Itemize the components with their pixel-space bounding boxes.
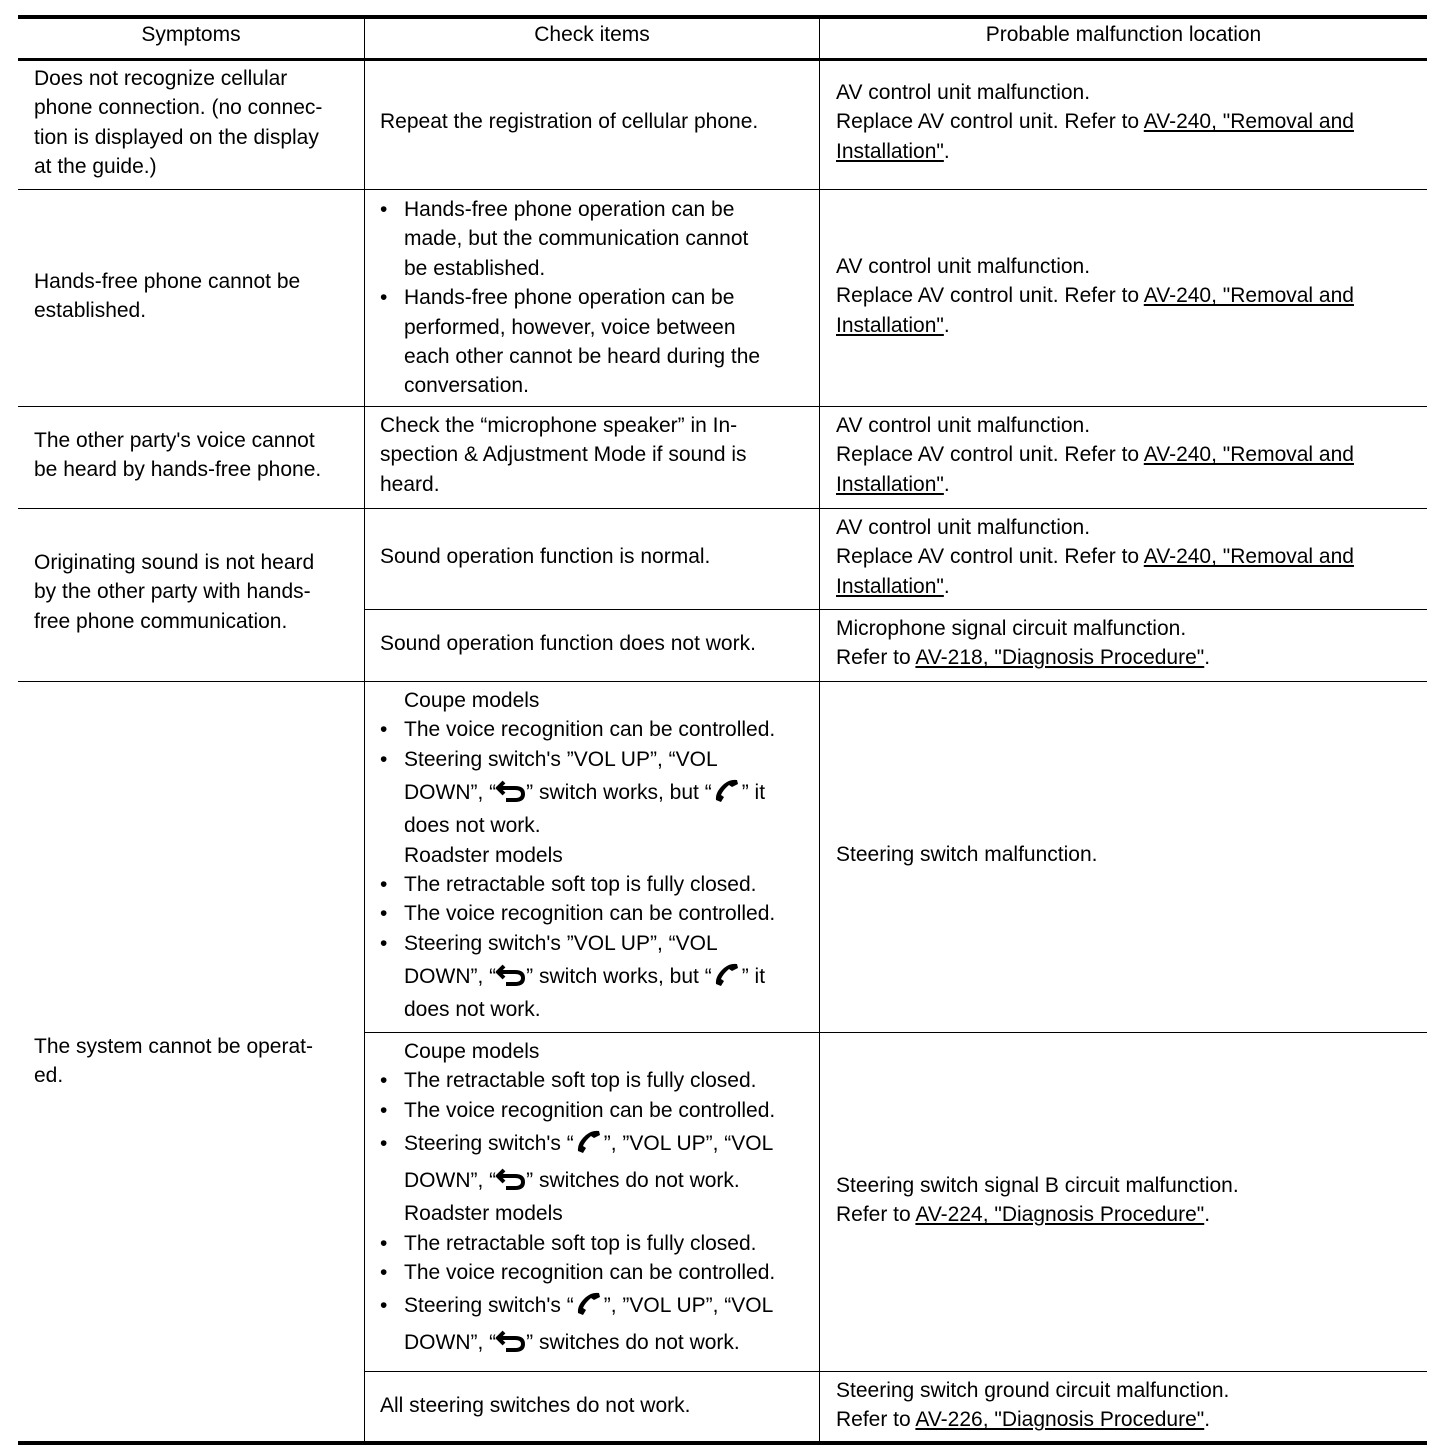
header-check-items: Check items	[534, 23, 650, 46]
row2-check: • Hands-free phone operation can be made, but the communication cannot be established. • Hands-free phone operation can be performed, however, voice between each other cannot be heard during the conversation.	[380, 195, 820, 401]
row2-symptom: Hands-free phone cannot be established.	[34, 270, 301, 323]
reference-link[interactable]: AV-218, "Diagnosis Procedure"	[915, 646, 1205, 670]
reference-link[interactable]: Installation"	[836, 574, 944, 598]
row4b-location: Microphone signal circuit malfunction. Refer to AV-218, "Diagnosis Procedure".	[836, 617, 1211, 670]
row5-symptom: The system cannot be operat- ed.	[34, 1035, 313, 1088]
row5b-location: Steering switch signal B circuit malfunction. Refer to AV-224, "Diagnosis Procedure".	[836, 1174, 1239, 1227]
row3-location: AV control unit malfunction. Replace AV control unit. Refer to AV-240, "Removal and Installation".	[836, 414, 1354, 496]
row5a-check: Coupe models • The voice recognition can be controlled. • Steering switch's ”VOL UP”, “VOL DOWN”, “ ” switch works, but “ ” it does not work. Roadster models • The retractable soft top is fully closed. • The voice recognition can be controlled. • Steering switch's ”VOL UP”, “VOL DOWN”, “ ” switch works, but “ ” it does not work.	[380, 686, 820, 1025]
column-divider	[364, 17, 365, 1443]
row5b-check: Coupe models • The retractable soft top is fully closed. • The voice recognition can be controlled. • Steering switch's “ ”, ”VOL UP”, “VOL DOWN”, “ ” switches do not work. Roadster models • The retractable soft top is fully closed. • The voice recognition can be controlled. • Steering switch's “ ”, ”VOL UP”, “VOL DOWN”, “ ” switches do not work.	[380, 1037, 820, 1361]
reference-link[interactable]: Installation"	[836, 472, 944, 496]
reference-link[interactable]: AV-224, "Diagnosis Procedure"	[915, 1203, 1205, 1227]
reference-link[interactable]: AV-226, "Diagnosis Procedure"	[915, 1408, 1205, 1432]
header-location: Probable malfunction location	[985, 23, 1262, 46]
row5a-location: Steering switch malfunction.	[836, 843, 1098, 866]
row1-location: AV control unit malfunction. Replace AV control unit. Refer to AV-240, "Removal and Installation".	[836, 81, 1354, 163]
row-divider	[18, 508, 1427, 509]
row4a-location: AV control unit malfunction. Replace AV control unit. Refer to AV-240, "Removal and Installation".	[836, 516, 1354, 598]
return-arrow-icon	[496, 962, 526, 988]
phone-handset-icon	[574, 1291, 604, 1317]
row4b-check: Sound operation function does not work.	[380, 632, 756, 655]
reference-link[interactable]: Installation"	[836, 313, 944, 337]
table-bottom-rule	[18, 1441, 1427, 1445]
row3-check: Check the “microphone speaker” in In- spection & Adjustment Mode if sound is heard.	[380, 414, 747, 496]
header-rule	[18, 58, 1427, 61]
header-symptoms: Symptoms	[141, 23, 241, 46]
reference-link[interactable]: AV-240, "Removal and	[1143, 545, 1354, 569]
phone-handset-icon	[574, 1129, 604, 1155]
reference-link[interactable]: AV-240, "Removal and	[1143, 443, 1354, 467]
subrow-divider	[364, 1371, 1427, 1372]
row5c-location: Steering switch ground circuit malfunction. Refer to AV-226, "Diagnosis Procedure".	[836, 1379, 1230, 1432]
reference-link[interactable]: AV-240, "Removal and	[1143, 284, 1354, 308]
return-arrow-icon	[496, 778, 526, 804]
row4a-check: Sound operation function is normal.	[380, 545, 711, 568]
row1-check: Repeat the registration of cellular phone.	[380, 110, 759, 133]
return-arrow-icon	[496, 1328, 526, 1354]
reference-link[interactable]: Installation"	[836, 139, 944, 163]
subrow-divider	[364, 1032, 1427, 1033]
row4-symptom: Originating sound is not heard by the other party with hands- free phone communication.	[34, 551, 315, 633]
row-divider	[18, 681, 1427, 682]
row5c-check: All steering switches do not work.	[380, 1394, 691, 1417]
row3-symptom: The other party's voice cannot be heard by hands-free phone.	[34, 429, 322, 482]
reference-link[interactable]: AV-240, "Removal and	[1143, 110, 1354, 134]
row-divider	[18, 189, 1427, 190]
phone-handset-icon	[712, 778, 742, 804]
subrow-divider	[364, 609, 1427, 610]
row1-symptom: Does not recognize cellular phone connection. (no connec- tion is displayed on the display at the guide.)	[34, 67, 323, 179]
phone-handset-icon	[712, 962, 742, 988]
row-divider	[18, 406, 1427, 407]
return-arrow-icon	[496, 1166, 526, 1192]
row2-location: AV control unit malfunction. Replace AV control unit. Refer to AV-240, "Removal and Installation".	[836, 255, 1354, 337]
table-top-rule	[18, 15, 1427, 19]
